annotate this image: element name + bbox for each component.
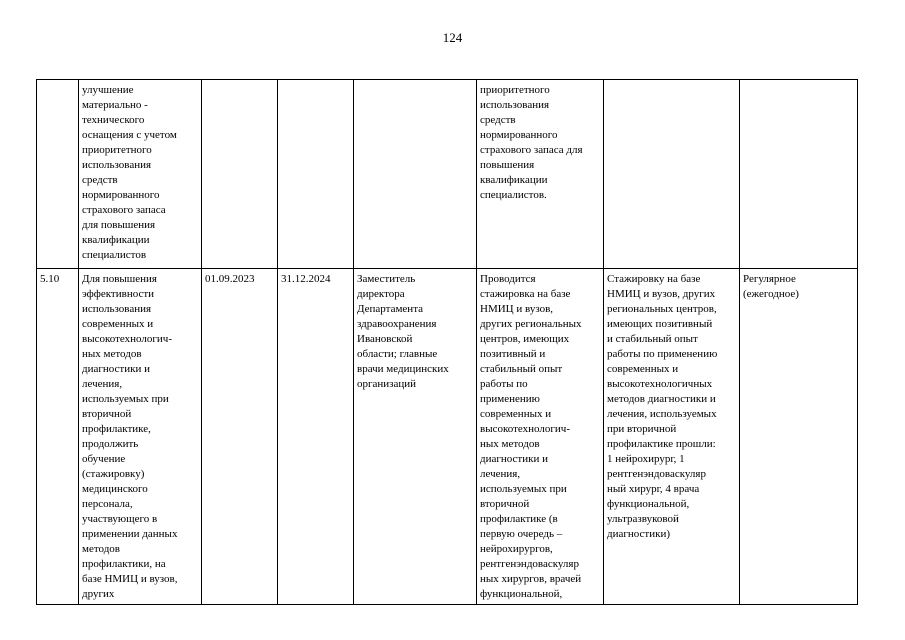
cell-start-date: [202, 80, 278, 269]
cell-result: Стажировку на базе НМИЦ и вузов, других региональных центров, имеющих позитивный и стабильный опыт работы по применению современных и высокотехнологичных методов диагностики и лечения, используемых при вторичной профилактике прошли: 1 нейрохирург, 1 рентгенэндоваскуляр ный хирург, 4 врача функциональной, ультразвуковой диагностики): [604, 269, 740, 605]
plan-table: [36, 79, 858, 605]
cell-end-date: 31.12.2024: [278, 269, 354, 605]
cell-number: 5.10: [37, 269, 79, 605]
table-row: [37, 80, 858, 269]
cell-task: улучшение материально - технического оснащения с учетом приоритетного использования средств нормированного страхового запаса для повышения квалификации специалистов: [79, 80, 202, 269]
cell-end-date: [278, 80, 354, 269]
page-number: 124: [442, 30, 463, 45]
cell-responsible: [354, 80, 477, 269]
cell-start-date: 01.09.2023: [202, 269, 278, 605]
cell-regularity: Регулярное (ежегодное): [740, 269, 858, 605]
cell-task: Для повышения эффективности использования современных и высокотехнологич- ных методов диагностики и лечения, используемых при вторичной профилактике, продолжить обучение (стажировку) медицинского персонала, участвующего в применении данных методов профилактики, на базе НМИЦ и вузов, других: [79, 269, 202, 605]
cell-content: Проводится стажировка на базе НМИЦ и вузов, других региональных центров, имеющих позитивный и стабильный опыт работы по применению современных и высокотехнологич- ных методов диагностики и лечения, используемых при вторичной профилактике (в первую очередь – нейрохирургов, рентгенэндоваскуляр ных хирургов, врачей функциональной,: [477, 269, 604, 605]
table-row: [37, 269, 858, 605]
cell-number: [37, 80, 79, 269]
cell-result: [604, 80, 740, 269]
cell-responsible: Заместитель директора Департамента здравоохранения Ивановской области; главные врачи медицинских организаций: [354, 269, 477, 605]
cell-regularity: [740, 80, 858, 269]
cell-content: приоритетного использования средств нормированного страхового запаса для повышения квалификации специалистов.: [477, 80, 604, 269]
